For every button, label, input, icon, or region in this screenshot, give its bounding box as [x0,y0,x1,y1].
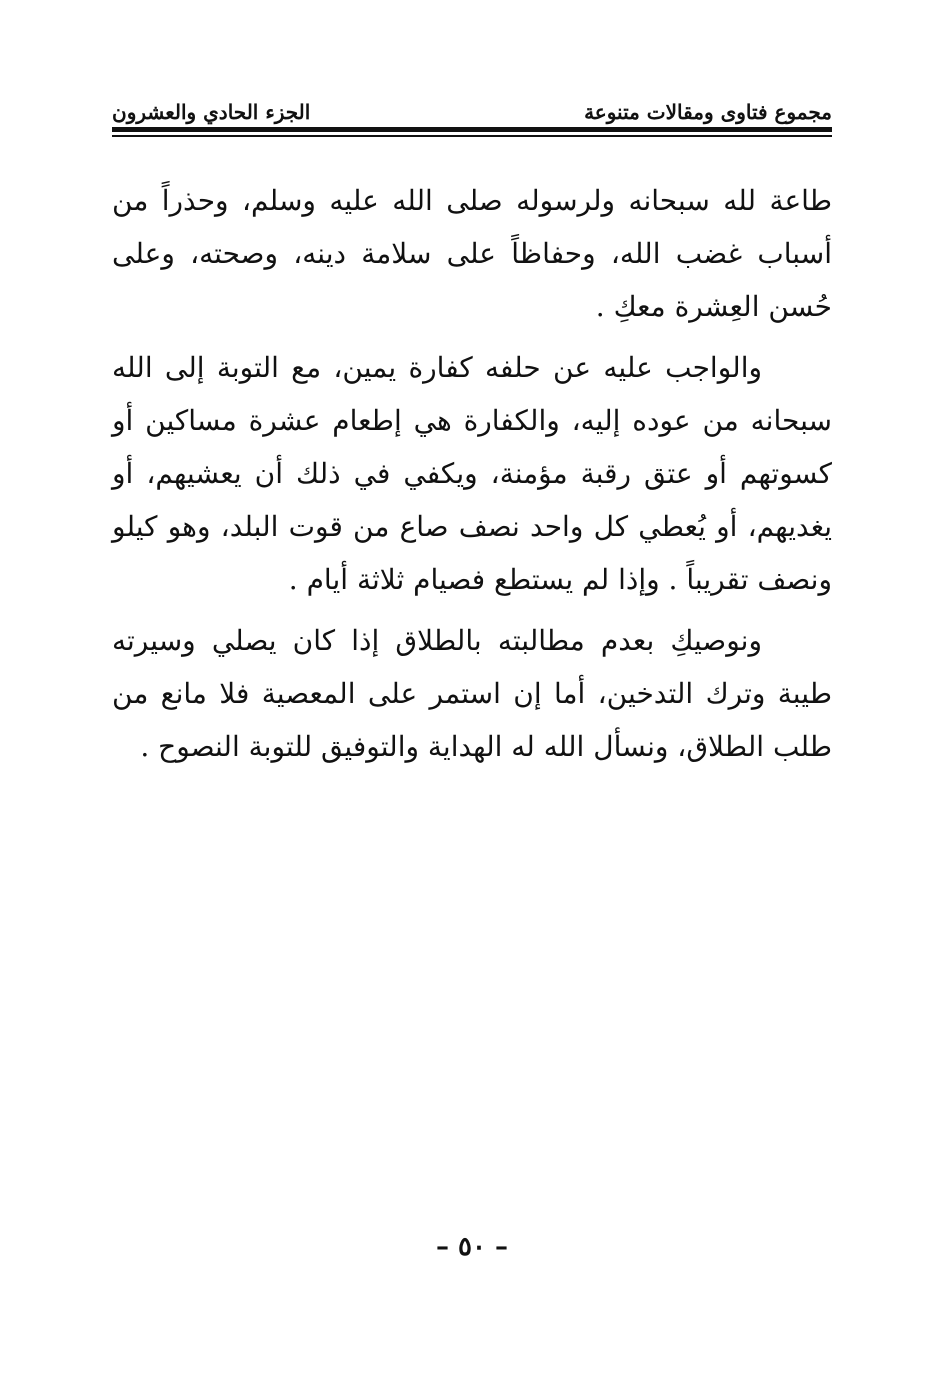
volume-label: الجزء الحادي والعشرون [112,100,311,124]
running-header [112,92,832,124]
paragraph-2: والواجب عليه عن حلفه كفارة يمين، مع التوبة إلى الله سبحانه من عوده إليه، والكفارة هي إطعام عشرة مساكين أو كسوتهم أو عتق رقبة مؤمنة، ويكفي في ذلك أن يعشيهم، أو يغديهم، أو يُعطي كل واحد نصف صاع من قوت البلد، وهو كيلو ونصف تقريباً . وإذا لم يستطع فصيام ثلاثة أيام . [112,351,832,596]
body-text [112,174,832,781]
page-number: – ٥٠ – [435,1232,509,1262]
header-rule-thick [112,127,832,132]
paragraph-1: طاعة لله سبحانه ولرسوله صلى الله عليه وسلم، وحذراً من أسباب غضب الله، وحفاظاً على سلامة دينه، وصحته، وعلى حُسن العِشرة معكِ . [112,184,832,323]
book-title: مجموع فتاوى ومقالات متنوعة [584,100,832,124]
paragraph-3: ونوصيكِ بعدم مطالبته بالطلاق إذا كان يصلي وسيرته طيبة وترك التدخين، أما إن استمر على المعصية فلا مانع من طلب الطلاق، ونسأل الله له الهداية والتوفيق للتوبة النصوح . [112,624,832,763]
header-rule-thin [112,135,832,137]
